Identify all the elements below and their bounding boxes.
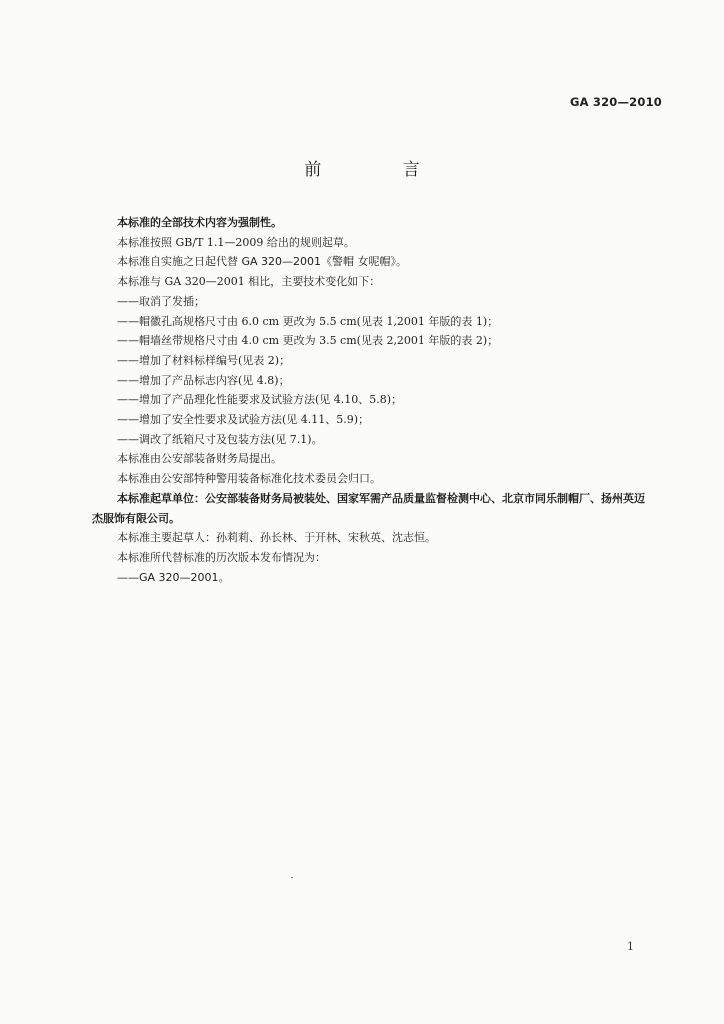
change-item: ——增加了产品标志内容(见 4.8)；: [117, 373, 290, 387]
change-item: ——取消了发插；: [117, 294, 205, 308]
paragraph-drafters: 本标准主要起草人：孙莉莉、孙长林、于开林、宋秋英、沈志恒。: [117, 531, 436, 545]
change-item: ——增加了安全性要求及试验方法(见 4.11、5.9)；: [117, 413, 370, 427]
paragraph-proposer: 本标准由公安部装备财务局提出。: [117, 452, 282, 466]
change-item: ——调改了纸箱尺寸及包装方法(见 7.1)。: [117, 432, 323, 446]
change-item: ——帽墙丝带规格尺寸由 4.0 cm 更改为 3.5 cm(见表 2,2001 年版的表 2)；: [117, 334, 499, 348]
change-item: ——帽徽孔高规格尺寸由 6.0 cm 更改为 5.5 cm(见表 1,2001 年版的表 1)；: [117, 314, 499, 328]
page-title: 前 言: [304, 160, 458, 180]
paragraph-changes-intro: 本标准与 GA 320—2001 相比，主要技术变化如下：: [117, 275, 381, 289]
foreword-body: [92, 213, 652, 587]
paragraph-drafting-units: 本标准起草单位：公安部装备财务局被装处、国家军需产品质量监督检测中心、北京市同乐制帽厂、扬州英迈杰服饰有限公司。: [92, 491, 645, 525]
page-number: 1: [627, 940, 634, 953]
change-item: ——增加了材料标样编号(见表 2)；: [117, 353, 291, 367]
paragraph-drafting-rules: 本标准按照 GB/T 1.1—2009 给出的规则起草。: [117, 235, 355, 249]
paragraph-mandatory-statement: 本标准的全部技术内容为强制性。: [117, 216, 282, 229]
change-item: ——增加了产品理化性能要求及试验方法(见 4.10、5.8)；: [117, 393, 403, 407]
previous-version-item: ——GA 320—2001。: [117, 570, 230, 584]
scan-speck: [291, 877, 293, 878]
paragraph-centralized-by: 本标准由公安部特种警用装备标准化技术委员会归口。: [117, 472, 381, 486]
standard-code-header: GA 320—2010: [569, 95, 662, 109]
paragraph-previous-versions: 本标准所代替标准的历次版本发布情况为：: [117, 550, 326, 564]
paragraph-replacement: 本标准自实施之日起代替 GA 320—2001《警帽 女呢帽》。: [117, 255, 408, 269]
